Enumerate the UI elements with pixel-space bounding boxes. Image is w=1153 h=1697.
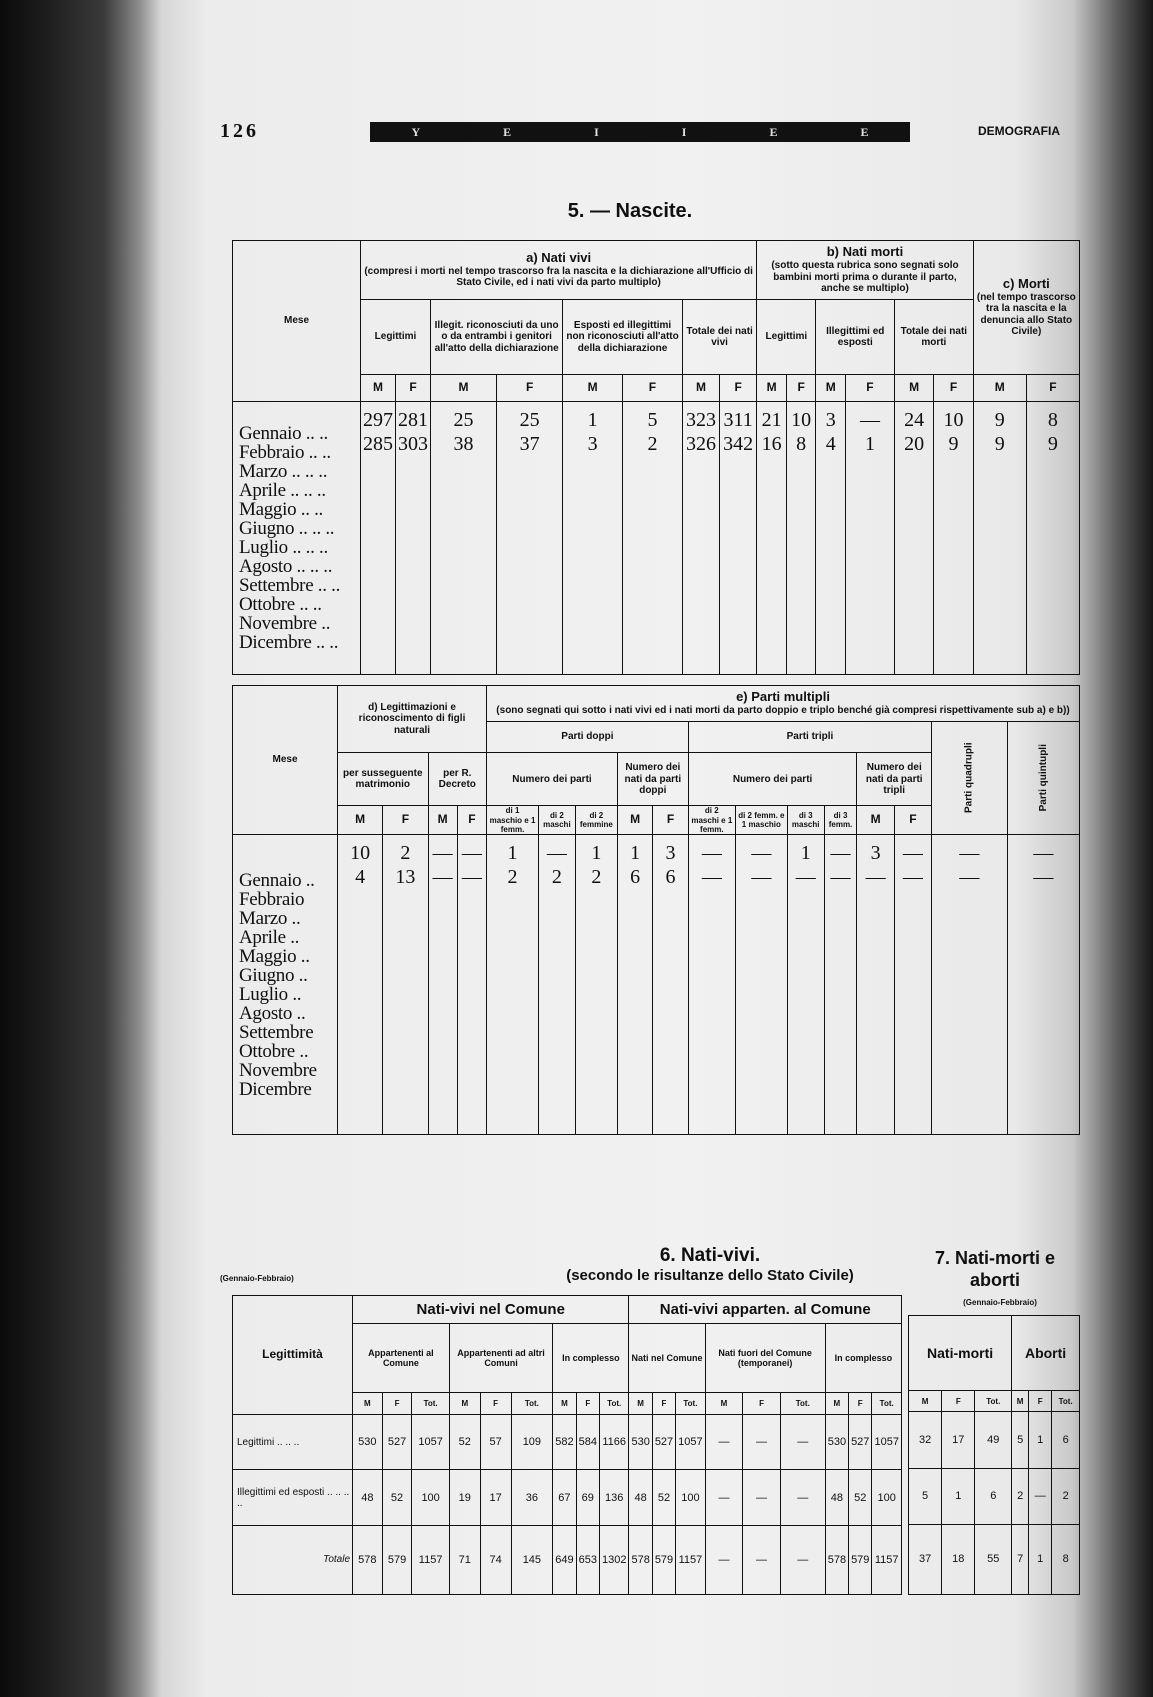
multiple-births-title: e) Parti multipli [736,689,830,705]
value-cell: 24 20 [895,402,934,675]
mft-header: Tot. [872,1393,902,1415]
m-header: M [431,375,497,402]
month-label: Novembre [239,1059,317,1081]
col-totale-vivi: Totale dei nati vivi [682,300,756,375]
month-label: Luglio .. [239,983,302,1005]
month-label: Luglio .. .. .. [239,537,328,558]
value-cell: 32 [909,1412,942,1468]
band-letter: E [860,124,869,139]
value-cell: 19 [449,1470,480,1525]
m-header: M [563,375,623,402]
month-label: Marzo .. [239,907,301,929]
value-cell: 6 [975,1468,1012,1524]
month-label: Dicembre [239,1078,312,1100]
triplet-born-header: Numero dei nati da parti tripli [857,753,932,806]
col-totale-morti: Totale dei nati morti [895,300,974,375]
value-cell: 3 4 [816,402,845,675]
f-header: F [786,375,816,402]
month-label: Febbraio [239,888,305,910]
value-cell: 530 [629,1414,652,1469]
births-table-b [232,685,1080,1135]
f-header: F [894,806,931,835]
col-nati-morti: Nati-morti [909,1316,1012,1391]
twin-sub-header: di 2 maschi [539,806,576,835]
value-cell: 7 [1012,1524,1029,1594]
value-cell: 8 9 [1026,402,1079,675]
band-letter: E [769,124,778,139]
month-label: Gennaio .. [239,869,315,891]
month-header [233,241,361,402]
value-cell: — 1 [845,402,894,675]
triplet-sub-header: di 3 femm. [824,806,857,835]
value-cell: 579 [652,1525,675,1594]
value-cell: 584 [576,1414,599,1469]
mft-header: M [553,1393,576,1415]
f-header: F [653,806,688,835]
mft-header: Tot. [1052,1390,1080,1412]
value-cell: 297 285 [361,402,396,675]
value-cell: 653 [576,1525,599,1594]
table-row [233,1470,902,1525]
value-cell: 3 — [857,835,894,1135]
month-label: Maggio .. [239,945,310,967]
value-cell: — [743,1414,781,1469]
value-cell: — [743,1470,781,1525]
month-header-label: Mese [283,315,309,327]
mft-header: F [743,1393,781,1415]
value-cell: 1 [942,1468,975,1524]
col-complesso-2: In complesso [825,1324,901,1393]
document-page [180,40,1080,1670]
value-cell: 25 37 [497,402,563,675]
band-letter: E [503,124,512,139]
value-cell: 48 [825,1470,848,1525]
value-cell: 530 [353,1414,383,1469]
month-label: Ottobre .. .. [239,594,322,615]
value-cell: 1057 [412,1414,450,1469]
value-cell: 17 [942,1412,975,1468]
deaths-note: (nel tempo trascorso tra la nascita e la denuncia allo Stato Civile) [976,291,1076,338]
month-label: Dicembre .. .. [239,632,339,653]
mft-header: F [849,1393,872,1415]
month-label: Novembre .. [239,613,331,634]
value-cell: 1302 [599,1525,628,1594]
mft-header: Tot. [780,1393,825,1415]
value-cell: 36 [511,1470,553,1525]
twin-count-header: Numero dei parti [487,753,618,806]
value-cell: 74 [480,1525,511,1594]
value-cell: 21 16 [757,402,787,675]
value-cell: 1 [1029,1524,1052,1594]
value-cell: 1 6 [617,835,652,1135]
value-cell: 281 303 [396,402,431,675]
value-cell: 1 [1029,1412,1052,1468]
value-cell: 1 3 [563,402,623,675]
births-table-a [232,240,1080,675]
multiple-births-note: (sono segnati qui sotto i nati vivi ed i nati morti da parto doppio e triplo benché già compresi rispettivamente sub a) e b)) [496,705,1070,717]
table7-period: (Gennaio-Febbraio) [963,1298,1037,1307]
group-nati-nel-comune: Nati-vivi nel Comune [353,1296,629,1324]
mft-header: Tot. [975,1390,1012,1412]
row-label: Legittimi .. .. .. [233,1414,353,1469]
value-cell: 136 [599,1470,628,1525]
twin-sub-header: di 1 maschio e 1 femm. [487,806,539,835]
live-births-table [232,1295,902,1595]
table6-title: 6. Nati-vivi. [659,1245,761,1266]
value-cell: — — [1007,835,1079,1135]
value-cell: 1166 [599,1414,628,1469]
value-cell: 2 [1052,1468,1080,1524]
mft-header: F [382,1393,412,1415]
month-label: Marzo .. .. .. [239,461,328,482]
m-header: M [757,375,787,402]
stillbirths-title: b) Nati morti [826,244,904,260]
value-cell: 17 [480,1470,511,1525]
live-births-note: (compresi i morti nel tempo trascorso fra la nascita e la dichiarazione all'Ufficio di Stato Civile, ed i nati vivi da parto multiplo) [364,265,753,289]
table6-caption [450,1245,970,1284]
value-cell: — [743,1525,781,1594]
col-nati-nel-comune: Nati nel Comune [629,1324,705,1393]
col-altri-comuni: Appartenenti ad altri Comuni [449,1324,552,1393]
group-nati-apparten: Nati-vivi apparten. al Comune [629,1296,902,1324]
twin-born-header: Numero dei nati da parti doppi [617,753,688,806]
multiple-births-header [487,686,1080,722]
mft-header: Tot. [676,1393,705,1415]
month-label: Gennaio .. .. [239,423,328,444]
value-cell: 5 2 [623,402,683,675]
value-cell: — [780,1470,825,1525]
value-cell: — — [688,835,735,1135]
f-header: F [396,375,431,402]
mft-header: M [1012,1390,1029,1412]
m-header: M [682,375,719,402]
value-cell: 311 342 [720,402,757,675]
mft-header: M [825,1393,848,1415]
stillbirths-abortions-table [908,1315,1080,1595]
mft-header: M [705,1393,743,1415]
col-decreto: per R. Decreto [428,753,486,806]
value-cell: 10 4 [338,835,383,1135]
value-cell: 1057 [676,1414,705,1469]
f-header: F [383,806,428,835]
mft-header: Tot. [511,1393,553,1415]
row-label: Totale [233,1525,353,1594]
f-header: F [720,375,757,402]
stillbirths-header [757,241,973,300]
value-cell: — [705,1414,743,1469]
m-header: M [617,806,652,835]
value-cell: 1157 [872,1525,902,1594]
mft-header: F [576,1393,599,1415]
value-cell: 145 [511,1525,553,1594]
value-cell: 1 2 [575,835,617,1135]
deaths-header [973,241,1079,375]
month-label: Aprile .. [239,926,300,948]
f-header: F [457,806,486,835]
m-header: M [816,375,845,402]
mft-header: Tot. [412,1393,450,1415]
value-cell: 48 [629,1470,652,1525]
month-label: Agosto .. .. .. [239,556,333,577]
header-band [370,122,910,142]
value-cell: 582 [553,1414,576,1469]
value-cell: — [705,1470,743,1525]
value-cell: 8 [1052,1524,1080,1594]
value-cell: 527 [849,1414,872,1469]
value-cell: 25 38 [431,402,497,675]
month-label: Agosto .. [239,1002,306,1024]
twin-births-header: Parti doppi [487,721,689,753]
value-cell: — — [824,835,857,1135]
row-label: Illegittimi ed esposti .. .. .. .. [233,1470,353,1525]
col-aborti: Aborti [1012,1316,1080,1391]
value-cell: — [1029,1468,1052,1524]
month-header [233,686,338,835]
mft-header: F [652,1393,675,1415]
table6-period: (Gennaio-Febbraio) [220,1274,294,1283]
mft-header: M [629,1393,652,1415]
value-cell: 527 [652,1414,675,1469]
value-cell: — [780,1414,825,1469]
value-cell: 71 [449,1525,480,1594]
table7-title: 7. Nati-morti e aborti [934,1248,1056,1290]
value-cell: — [705,1525,743,1594]
value-cell: — — [428,835,457,1135]
month-label: Settembre [239,1021,314,1043]
value-cell: 100 [872,1470,902,1525]
live-births-title: a) Nati vivi [526,250,592,266]
value-cell: 49 [975,1412,1012,1468]
col-esposti: Esposti ed illegittimi non riconosciuti all'atto della dichiarazione [563,300,683,375]
stillbirths-note: (sotto questa rubrica sono segnati solo bambini morti prima o durante il parto, anche se multiplo) [771,260,959,295]
value-cell: — — [932,835,1008,1135]
value-cell: 649 [553,1525,576,1594]
value-cell: 6 [1052,1412,1080,1468]
value-cell: 1 2 [487,835,539,1135]
value-cell: 579 [382,1525,412,1594]
triplet-count-header: Numero dei parti [688,753,857,806]
month-list [233,835,338,1135]
quadruplets-header: Parti quadrupli [932,721,1008,834]
legitimation-header: d) Legittimazioni e riconoscimento di figli naturali [338,686,487,753]
mft-header: M [449,1393,480,1415]
month-label: Aprile .. .. .. [239,480,326,501]
mft-header: M [353,1393,383,1415]
col-illegit-morti: Illegittimi ed esposti [816,300,895,375]
band-letter: I [594,124,599,139]
value-cell: 18 [942,1524,975,1594]
value-cell: 52 [849,1470,872,1525]
value-cell: 52 [652,1470,675,1525]
m-header: M [973,375,1026,402]
running-title: DEMOGRAFIA [978,124,1060,138]
value-cell: 527 [382,1414,412,1469]
value-cell: 578 [353,1525,383,1594]
value-cell: — — [735,835,787,1135]
month-list [233,402,361,675]
col-matrimonio: per susseguente matrimonio [338,753,429,806]
band-letter: Y [411,124,421,139]
month-label: Giugno .. .. .. [239,518,335,539]
mft-header: Tot. [599,1393,628,1415]
value-cell: 52 [449,1414,480,1469]
value-cell: 37 [909,1524,942,1594]
col-appartenenti: Appartenenti al Comune [353,1324,450,1393]
value-cell: 323 326 [682,402,719,675]
m-header: M [428,806,457,835]
f-header: F [845,375,894,402]
table-row [233,1414,902,1469]
value-cell: 530 [825,1414,848,1469]
value-cell: 55 [975,1524,1012,1594]
value-cell: 578 [629,1525,652,1594]
month-header-label: Mese [272,754,298,766]
live-births-header [361,241,757,300]
mft-header: F [942,1390,975,1412]
m-header: M [338,806,383,835]
value-cell: 10 8 [786,402,816,675]
value-cell: 109 [511,1414,553,1469]
table-row [233,1525,902,1594]
value-cell: 2 13 [383,835,428,1135]
table-row [909,1468,1080,1524]
deaths-title: c) Morti [1002,276,1050,292]
value-cell: 1 — [787,835,824,1135]
mft-header: F [480,1393,511,1415]
value-cell: 57 [480,1414,511,1469]
triplet-births-header: Parti tripli [688,721,931,753]
twin-sub-header: di 2 femmine [575,806,617,835]
value-cell: 2 [1012,1468,1029,1524]
value-cell: 5 [909,1468,942,1524]
mft-header: F [1029,1390,1052,1412]
value-cell: 48 [353,1470,383,1525]
value-cell: 69 [576,1470,599,1525]
month-label: Maggio .. .. [239,499,324,520]
value-cell: 10 9 [934,402,973,675]
month-label: Giugno .. [239,964,308,986]
value-cell: 5 [1012,1412,1029,1468]
col-complesso: In complesso [553,1324,629,1393]
page-header [220,120,1070,150]
value-cell: — — [894,835,931,1135]
table6-subtitle: (secondo le risultanze dello Stato Civile) [566,1267,854,1284]
value-cell: 67 [553,1470,576,1525]
f-header: F [934,375,973,402]
m-header: M [361,375,396,402]
value-cell: 100 [676,1470,705,1525]
triplet-sub-header: di 2 maschi e 1 femm. [688,806,735,835]
value-cell: 1157 [412,1525,450,1594]
value-cell: 578 [825,1525,848,1594]
col-legittimi-morti: Legittimi [757,300,816,375]
band-letter: I [681,124,687,139]
value-cell: — 2 [539,835,576,1135]
m-header: M [895,375,934,402]
value-cell: 1157 [676,1525,705,1594]
value-cell: — [780,1525,825,1594]
month-label: Settembre .. .. [239,575,341,596]
f-header: F [623,375,683,402]
f-header: F [497,375,563,402]
triplet-sub-header: di 2 femm. e 1 maschio [735,806,787,835]
section-title: 5. — Nascite. [567,200,693,222]
value-cell: 579 [849,1525,872,1594]
page-number: 126 [220,120,259,142]
value-cell: 1057 [872,1414,902,1469]
value-cell: 3 6 [653,835,688,1135]
triplet-sub-header: di 3 maschi [787,806,824,835]
value-cell: 52 [382,1470,412,1525]
m-header: M [857,806,894,835]
legit-header: Legittimità [233,1296,353,1415]
quintuplets-header: Parti quintupli [1007,721,1079,834]
value-cell: — — [457,835,486,1135]
f-header: F [1026,375,1079,402]
table-row [909,1412,1080,1468]
col-illegit-ricon: Illegit. riconosciuti da uno o da entrambi i genitori all'atto della dichiarazione [431,300,563,375]
table-row [233,402,1080,675]
value-cell: 100 [412,1470,450,1525]
col-nati-fuori: Nati fuori del Comune (temporanei) [705,1324,825,1393]
value-cell: 9 9 [973,402,1026,675]
table-row [909,1524,1080,1594]
month-label: Ottobre .. [239,1040,309,1062]
mft-header-row [909,1390,1080,1412]
month-label: Febbraio .. .. [239,442,331,463]
table-row [233,835,1080,1135]
col-legittimi: Legittimi [361,300,431,375]
mft-header: M [909,1390,942,1412]
